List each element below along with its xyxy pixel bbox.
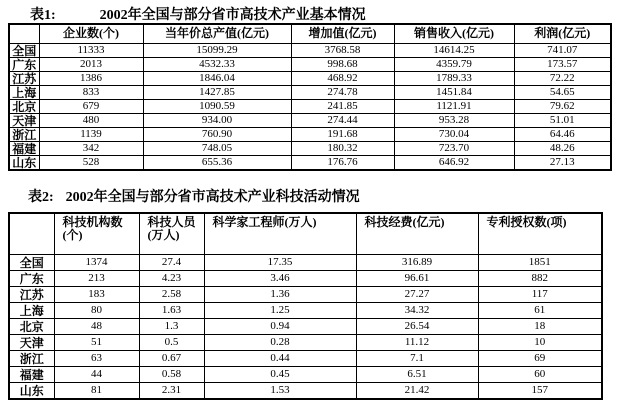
value-cell: 3768.58 (291, 44, 394, 58)
region-cell: 浙江 (9, 128, 39, 142)
table2-row-7 (9, 367, 602, 383)
value-cell: 760.90 (143, 128, 291, 142)
value-cell: 15099.29 (143, 44, 291, 58)
region-cell: 天津 (9, 114, 39, 128)
table1-column-header-3: 增加值(亿元) (291, 24, 394, 44)
value-cell: 468.92 (291, 72, 394, 86)
value-cell: 157 (478, 383, 602, 400)
value-cell: 183 (54, 287, 139, 303)
region-cell: 浙江 (9, 351, 54, 367)
region-cell: 广东 (9, 271, 54, 287)
table2 (8, 212, 603, 400)
table1-row-5 (9, 114, 611, 128)
value-cell: 730.04 (394, 128, 514, 142)
value-cell: 342 (39, 142, 143, 156)
table2-label: 表2: (28, 190, 54, 205)
value-cell: 316.89 (356, 255, 478, 271)
table2-row-4 (9, 319, 602, 335)
value-cell: 4532.33 (143, 58, 291, 72)
value-cell: 1090.59 (143, 100, 291, 114)
value-cell: 241.85 (291, 100, 394, 114)
table1-row-2 (9, 72, 611, 86)
value-cell: 81 (54, 383, 139, 400)
value-cell: 34.32 (356, 303, 478, 319)
value-cell: 173.57 (514, 58, 611, 72)
value-cell: 741.07 (514, 44, 611, 58)
table2-row-6 (9, 351, 602, 367)
value-cell: 180.32 (291, 142, 394, 156)
table2-column-header-4: 科技经费(亿元) (356, 213, 478, 255)
value-cell: 64.46 (514, 128, 611, 142)
table1-row-3 (9, 86, 611, 100)
value-cell: 998.68 (291, 58, 394, 72)
value-cell: 27.13 (514, 156, 611, 171)
region-cell: 天津 (9, 335, 54, 351)
table1-column-header-0 (9, 24, 39, 44)
region-cell: 山东 (9, 383, 54, 400)
value-cell: 1851 (478, 255, 602, 271)
value-cell: 44 (54, 367, 139, 383)
table1-column-header-4: 销售收入(亿元) (394, 24, 514, 44)
table1-label: 表1: (30, 8, 56, 23)
value-cell: 0.58 (139, 367, 204, 383)
value-cell: 723.70 (394, 142, 514, 156)
region-cell: 北京 (9, 319, 54, 335)
value-cell: 655.36 (143, 156, 291, 171)
value-cell: 1374 (54, 255, 139, 271)
table2-title: 2002年全国与部分省市高技术产业科技活动情况 (65, 190, 360, 205)
table1-title: 2002年全国与部分省市高技术产业基本情况 (99, 8, 366, 23)
value-cell: 1.3 (139, 319, 204, 335)
value-cell: 1.63 (139, 303, 204, 319)
region-cell: 江苏 (9, 287, 54, 303)
value-cell: 1121.91 (394, 100, 514, 114)
value-cell: 1.53 (204, 383, 356, 400)
value-cell: 213 (54, 271, 139, 287)
value-cell: 54.65 (514, 86, 611, 100)
region-cell: 全国 (9, 44, 39, 58)
value-cell: 72.22 (514, 72, 611, 86)
table2-column-header-2: 科技人员(万人) (139, 213, 204, 255)
table1-row-1 (9, 58, 611, 72)
value-cell: 51.01 (514, 114, 611, 128)
table2-row-5 (9, 335, 602, 351)
value-cell: 6.51 (356, 367, 478, 383)
value-cell: 1846.04 (143, 72, 291, 86)
table2-caption (28, 186, 360, 206)
value-cell: 1386 (39, 72, 143, 86)
value-cell: 26.54 (356, 319, 478, 335)
value-cell: 51 (54, 335, 139, 351)
value-cell: 21.42 (356, 383, 478, 400)
value-cell: 117 (478, 287, 602, 303)
value-cell: 191.68 (291, 128, 394, 142)
table2-row-0 (9, 255, 602, 271)
table2-row-3 (9, 303, 602, 319)
table2-column-header-0 (9, 213, 54, 255)
table2-row-8 (9, 383, 602, 400)
value-cell: 63 (54, 351, 139, 367)
region-cell: 山东 (9, 156, 39, 171)
value-cell: 96.61 (356, 271, 478, 287)
value-cell: 0.67 (139, 351, 204, 367)
value-cell: 10 (478, 335, 602, 351)
table2-column-header-5: 专利授权数(项) (478, 213, 602, 255)
value-cell: 11333 (39, 44, 143, 58)
value-cell: 274.44 (291, 114, 394, 128)
value-cell: 176.76 (291, 156, 394, 171)
region-cell: 江苏 (9, 72, 39, 86)
region-cell: 广东 (9, 58, 39, 72)
value-cell: 4.23 (139, 271, 204, 287)
value-cell: 1.25 (204, 303, 356, 319)
value-cell: 27.27 (356, 287, 478, 303)
value-cell: 80 (54, 303, 139, 319)
value-cell: 1427.85 (143, 86, 291, 100)
value-cell: 274.78 (291, 86, 394, 100)
region-cell: 福建 (9, 367, 54, 383)
table1-row-4 (9, 100, 611, 114)
value-cell: 48 (54, 319, 139, 335)
table1-caption (30, 4, 366, 24)
table2-header-row (9, 213, 602, 255)
table1-column-header-5: 利润(亿元) (514, 24, 611, 44)
table1-header-row (9, 24, 611, 44)
table1-row-6 (9, 128, 611, 142)
value-cell: 0.45 (204, 367, 356, 383)
region-cell: 福建 (9, 142, 39, 156)
value-cell: 0.28 (204, 335, 356, 351)
value-cell: 2.58 (139, 287, 204, 303)
value-cell: 69 (478, 351, 602, 367)
value-cell: 1139 (39, 128, 143, 142)
value-cell: 1789.33 (394, 72, 514, 86)
value-cell: 4359.79 (394, 58, 514, 72)
table2-row-2 (9, 287, 602, 303)
table1 (8, 23, 612, 171)
region-cell: 上海 (9, 303, 54, 319)
value-cell: 1451.84 (394, 86, 514, 100)
value-cell: 0.94 (204, 319, 356, 335)
value-cell: 480 (39, 114, 143, 128)
value-cell: 1.36 (204, 287, 356, 303)
table1-row-7 (9, 142, 611, 156)
region-cell: 上海 (9, 86, 39, 100)
table2-column-header-3: 科学家工程师(万人) (204, 213, 356, 255)
value-cell: 48.26 (514, 142, 611, 156)
table1-column-header-1: 企业数(个) (39, 24, 143, 44)
table1-row-8 (9, 156, 611, 171)
value-cell: 2.31 (139, 383, 204, 400)
region-cell: 全国 (9, 255, 54, 271)
value-cell: 528 (39, 156, 143, 171)
table2-row-1 (9, 271, 602, 287)
value-cell: 833 (39, 86, 143, 100)
value-cell: 646.92 (394, 156, 514, 171)
value-cell: 3.46 (204, 271, 356, 287)
value-cell: 679 (39, 100, 143, 114)
value-cell: 14614.25 (394, 44, 514, 58)
value-cell: 17.35 (204, 255, 356, 271)
table2-column-header-1: 科技机构数(个) (54, 213, 139, 255)
value-cell: 7.1 (356, 351, 478, 367)
value-cell: 79.62 (514, 100, 611, 114)
table1-row-0 (9, 44, 611, 58)
value-cell: 0.5 (139, 335, 204, 351)
table1-column-header-2: 当年价总产值(亿元) (143, 24, 291, 44)
value-cell: 0.44 (204, 351, 356, 367)
value-cell: 934.00 (143, 114, 291, 128)
region-cell: 北京 (9, 100, 39, 114)
value-cell: 11.12 (356, 335, 478, 351)
value-cell: 60 (478, 367, 602, 383)
value-cell: 2013 (39, 58, 143, 72)
value-cell: 953.28 (394, 114, 514, 128)
value-cell: 61 (478, 303, 602, 319)
value-cell: 882 (478, 271, 602, 287)
value-cell: 748.05 (143, 142, 291, 156)
value-cell: 27.4 (139, 255, 204, 271)
value-cell: 18 (478, 319, 602, 335)
